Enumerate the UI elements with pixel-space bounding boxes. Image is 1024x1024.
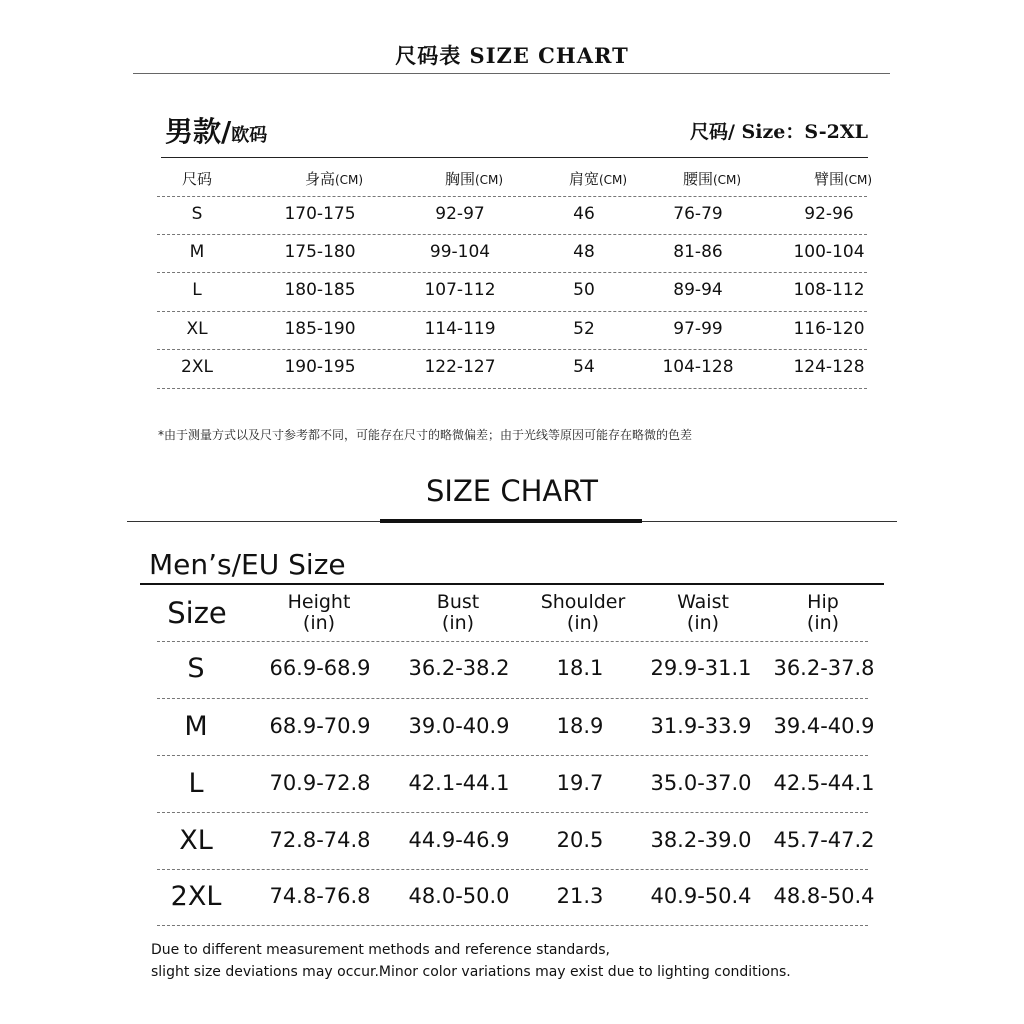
en-row-divider	[157, 641, 868, 642]
cn-size-cell: 2XL	[181, 357, 213, 377]
cn-value-cell: 99-104	[429, 242, 491, 262]
cn-row-divider	[157, 311, 867, 312]
title-divider	[133, 73, 890, 74]
cn-value-cell: 48	[573, 242, 595, 262]
cn-value-cell: 185-190	[284, 319, 356, 339]
cn-header-label: 臂围	[813, 170, 844, 188]
cn-row-divider	[157, 388, 867, 389]
en-value-cell: 36.2-38.2	[408, 656, 510, 680]
en-header-unit: (in)	[806, 612, 840, 634]
cn-value-cell: 97-99	[673, 319, 723, 339]
en-value-cell: 72.8-74.8	[269, 828, 371, 852]
cn-size-cell: L	[192, 280, 202, 300]
en-row-divider	[157, 925, 868, 926]
en-size-cell: 2XL	[170, 881, 222, 912]
cn-section-heading	[165, 110, 267, 150]
cn-size-cell: XL	[186, 319, 208, 339]
en-header-cell	[288, 592, 351, 634]
cn-value-cell: 89-94	[673, 280, 723, 300]
cn-table-top-rule	[161, 157, 868, 158]
cn-disclaimer-note: *由于测量方式以及尺寸参考都不同，可能存在尺寸的略微偏差；由于光线等原因可能存在略微的色差	[158, 428, 693, 442]
en-section-heading: Men’s/EU Size	[149, 548, 346, 581]
en-value-cell: 18.1	[556, 656, 604, 680]
en-header-label: Height	[287, 591, 351, 613]
en-header-cell	[807, 592, 839, 634]
en-value-cell: 42.1-44.1	[408, 771, 510, 795]
en-value-cell: 36.2-37.8	[773, 656, 875, 680]
cn-value-cell: 46	[573, 204, 595, 224]
cn-value-cell: 114-119	[424, 319, 496, 339]
cn-value-cell: 76-79	[673, 204, 723, 224]
cn-header-label: 身高	[304, 170, 335, 188]
cn-value-cell: 50	[573, 280, 595, 300]
en-value-cell: 48.0-50.0	[408, 884, 510, 908]
en-value-cell: 44.9-46.9	[408, 828, 510, 852]
en-size-cell: M	[184, 711, 208, 742]
en-row-divider	[157, 869, 868, 870]
cn-header-cell	[683, 168, 741, 189]
en-header-label: Bust	[436, 591, 480, 613]
en-value-cell: 48.8-50.4	[773, 884, 875, 908]
cn-header-cell	[305, 168, 363, 189]
cn-row-divider	[157, 349, 867, 350]
en-header-unit: (in)	[441, 612, 475, 634]
cn-header-unit: (CM)	[334, 173, 364, 187]
cn-value-cell: 124-128	[793, 357, 865, 377]
en-value-cell: 70.9-72.8	[269, 771, 371, 795]
cn-value-cell: 122-127	[424, 357, 496, 377]
en-value-cell: 31.9-33.9	[650, 714, 752, 738]
cn-value-cell: 175-180	[284, 242, 356, 262]
en-value-cell: 29.9-31.1	[650, 656, 752, 680]
cn-row-divider	[157, 272, 867, 273]
cn-value-cell: 108-112	[793, 280, 865, 300]
en-value-cell: 35.0-37.0	[650, 771, 752, 795]
en-value-cell: 39.4-40.9	[773, 714, 875, 738]
cn-value-cell: 81-86	[673, 242, 723, 262]
en-value-cell: 74.8-76.8	[269, 884, 371, 908]
en-value-cell: 40.9-50.4	[650, 884, 752, 908]
en-value-cell: 66.9-68.9	[269, 656, 371, 680]
cn-header-cell	[182, 168, 212, 189]
cn-heading-sub: 欧码	[231, 125, 268, 146]
cn-header-cell	[445, 168, 503, 189]
en-size-cell: S	[187, 653, 205, 684]
cn-heading-main: 男款/	[165, 115, 232, 148]
page-title: 尺码表 SIZE CHART	[395, 43, 629, 68]
en-row-divider	[157, 698, 868, 699]
cn-value-cell: 104-128	[662, 357, 734, 377]
cn-value-cell: 180-185	[284, 280, 356, 300]
en-header-cell: Size	[167, 596, 227, 630]
cn-value-cell: 170-175	[284, 204, 356, 224]
cn-value-cell: 116-120	[793, 319, 865, 339]
en-header-unit: (in)	[686, 612, 720, 634]
en-value-cell: 21.3	[556, 884, 604, 908]
cn-value-cell: 92-97	[435, 204, 485, 224]
cn-header-unit: (CM)	[474, 173, 504, 187]
cn-size-cell: S	[191, 204, 203, 224]
cn-header-unit: (CM)	[843, 173, 873, 187]
en-row-divider	[157, 755, 868, 756]
en-value-cell: 42.5-44.1	[773, 771, 875, 795]
cn-value-cell: 54	[573, 357, 595, 377]
cn-header-label: 尺码	[181, 170, 213, 188]
en-header-label: Waist	[677, 591, 729, 613]
cn-header-label: 肩宽	[568, 170, 599, 188]
en-header-cell	[437, 592, 479, 634]
en-title-accent-bar	[380, 519, 642, 523]
cn-header-unit: (CM)	[598, 173, 628, 187]
en-value-cell: 19.7	[556, 771, 604, 795]
en-header-unit: (in)	[302, 612, 336, 634]
en-row-divider	[157, 812, 868, 813]
cn-header-cell	[569, 168, 627, 189]
cn-size-cell: M	[189, 242, 205, 262]
cn-size-range: 尺码/ Size：S-2XL	[690, 121, 868, 143]
en-value-cell: 68.9-70.9	[269, 714, 371, 738]
cn-row-divider	[157, 196, 867, 197]
en-value-cell: 20.5	[556, 828, 604, 852]
cn-header-cell	[814, 168, 872, 189]
en-size-cell: XL	[179, 825, 213, 856]
cn-value-cell: 100-104	[793, 242, 865, 262]
en-header-unit: (in)	[566, 612, 600, 634]
en-section-title: SIZE CHART	[425, 474, 599, 508]
en-size-cell: L	[188, 768, 204, 799]
cn-header-label: 腰围	[682, 170, 713, 188]
cn-header-label: 胸围	[444, 170, 475, 188]
en-value-cell: 18.9	[556, 714, 604, 738]
cn-value-cell: 52	[573, 319, 595, 339]
en-disclaimer-line-2: slight size deviations may occur.Minor color variations may exist due to lighting conditions.	[151, 964, 791, 980]
en-header-label: Shoulder	[540, 591, 626, 613]
en-table-top-rule	[140, 583, 884, 585]
cn-value-cell: 190-195	[284, 357, 356, 377]
en-value-cell: 38.2-39.0	[650, 828, 752, 852]
cn-value-cell: 107-112	[424, 280, 496, 300]
cn-value-cell: 92-96	[804, 204, 854, 224]
en-header-label: Hip	[807, 591, 839, 613]
en-header-cell	[541, 592, 626, 634]
en-value-cell: 39.0-40.9	[408, 714, 510, 738]
en-value-cell: 45.7-47.2	[773, 828, 875, 852]
cn-row-divider	[157, 234, 867, 235]
cn-header-unit: (CM)	[712, 173, 742, 187]
en-disclaimer-line-1: Due to different measurement methods and reference standards,	[151, 942, 610, 958]
en-header-cell	[677, 592, 729, 634]
